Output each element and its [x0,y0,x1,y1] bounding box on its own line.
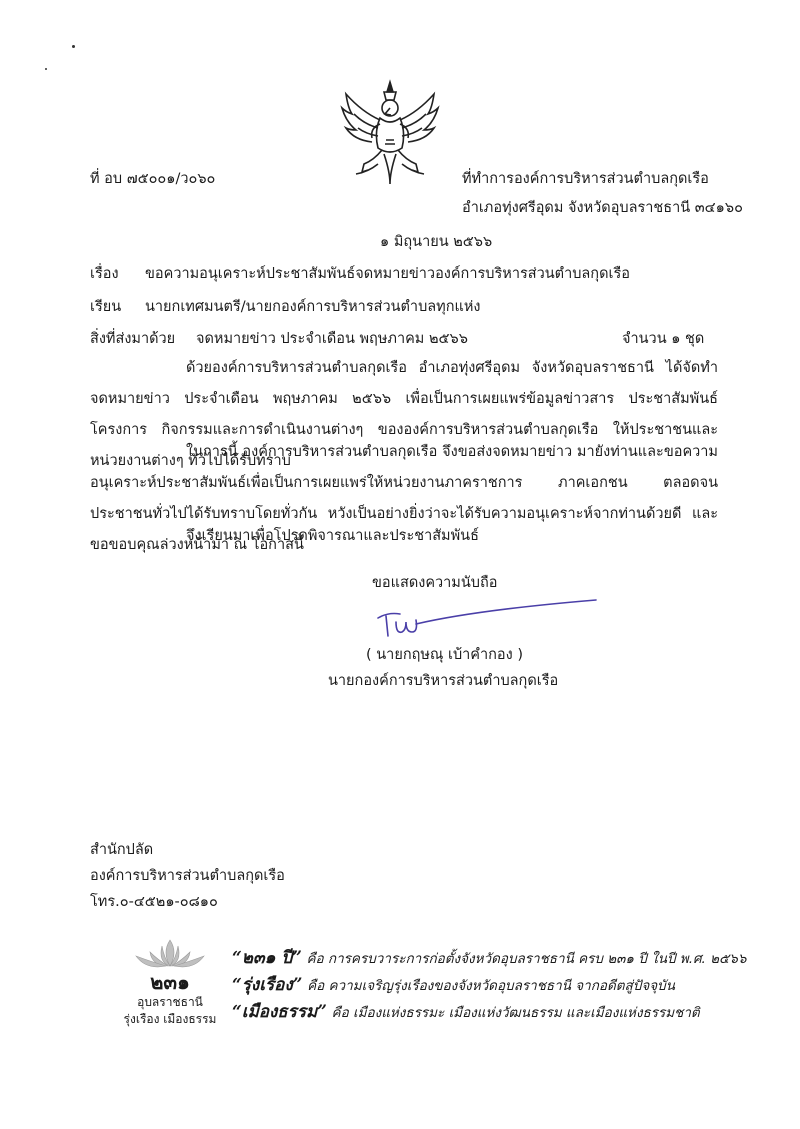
slogan-desc: คือ เมืองแห่งธรรมะ เมืองแห่งวัฒนธรรม และเมืองแห่งธรรมชาติ [331,1005,700,1021]
logo-number: ๒๓๑ [150,970,190,994]
logo-line2: รุ่งเรือง เมืองธรรม [123,1012,217,1026]
document-number: ที่ อบ ๗๕๐๐๑/ว๐๖๐ [90,171,216,187]
contact-department: สำนักปลัด [90,842,154,858]
closing-respect: ขอแสดงความนับถือ [372,575,498,591]
subject-label: เรื่อง [90,266,119,282]
body-paragraph-3: จึงเรียนมาเพื่อโปรดพิจารณาและประชาสัมพันธ์ [186,528,479,544]
enclosure-label: สิ่งที่ส่งมาด้วย [90,331,176,347]
body-paragraph-1: ด้วยองค์การบริหารส่วนตำบลกุดเรือ อำเภอทุ่งศรีอุดม จังหวัดอุบลราชธานี ได้จัดทำจดหมายข่าว ประจำเดือน พฤษภาคม ๒๕๖๖ เพื่อเป็นการเผยแพร่ข้อมูลข่าวสาร ประชาสัมพันธ์โครงการ กิจกรรมและการดำเนินงานต่างๆ ขององค์การบริหารส่วนตำบลกุดเรือ ให้ประชาชนและหน่วยงานต่างๆ ทั่วไปได้รับทราบ [90,360,718,469]
slogan-item [232,944,746,971]
scan-speck [45,68,47,70]
slogan-desc: คือ ความเจริญรุ่งเรืองของจังหวัดอุบลราชธานี จากอดีตสู่ปัจจุบัน [307,978,675,994]
slogan-item [232,998,700,1025]
subject-text: ขอความอนุเคราะห์ประชาสัมพันธ์จดหมายข่าวองค์การบริหารส่วนตำบลกุดเรือ [145,266,630,282]
document-date: ๑ มิถุนายน ๒๕๖๖ [380,234,493,250]
office-address-line2: อำเภอทุ่งศรีอุดม จังหวัดอุบลราชธานี ๓๔๑๖๐ [462,200,743,216]
signature-icon [372,596,602,644]
slogan-term: “รุ่งเรือง” [232,975,303,995]
slogan-term: “๒๓๑ ปี” [232,948,302,968]
slogan-item [232,971,675,998]
recipient-text: นายกเทศมนตรี/นายกองค์การบริหารส่วนตำบลทุกแห่ง [145,299,481,315]
slogan-desc: คือ การครบวาระการก่อตั้งจังหวัดอุบลราชธานี ครบ ๒๓๑ ปี ในปี พ.ศ. ๒๕๖๖ [306,951,747,967]
garuda-emblem-icon [338,78,442,190]
enclosure-text: จดหมายข่าว ประจำเดือน พฤษภาคม ๒๕๖๖ [196,331,468,347]
body-paragraph-2: ในการนี้ องค์การบริหารส่วนตำบลกุดเรือ จึงขอส่งจดหมายข่าว มายังท่านและขอความอนุเคราะห์ประชาสัมพันธ์เพื่อเป็นการเผยแพร่ให้หน่วยงานภาคราชการ ภาคเอกชน ตลอดจนประชาชนทั่วไปได้รับทราบโดยทั่วกัน หวังเป็นอย่างยิ่งว่าจะได้รับความอนุเคราะห์จากท่านด้วยดี และขอขอบคุณล่วงหน้ามา ณ โอกาสนี้ [90,444,718,553]
slogan-term: “เมืองธรรม” [232,1002,327,1022]
office-address-line1: ที่ทำการองค์การบริหารส่วนตำบลกุดเรือ [462,171,709,187]
logo-line1: อุบลราชธานี [137,995,203,1009]
contact-telephone: โทร.๐-๔๕๒๑-๐๘๑๐ [90,894,218,910]
scan-speck [72,45,75,48]
contact-organization: องค์การบริหารส่วนตำบลกุดเรือ [90,868,285,884]
signer-position: นายกองค์การบริหารส่วนตำบลกุดเรือ [328,673,559,689]
enclosure-quantity: จำนวน ๑ ชุด [622,331,705,347]
lotus-logo-icon [122,938,218,968]
signer-name: ( นายกฤษณุ เบ้าคำกอง ) [366,647,523,663]
recipient-label: เรียน [90,299,122,315]
